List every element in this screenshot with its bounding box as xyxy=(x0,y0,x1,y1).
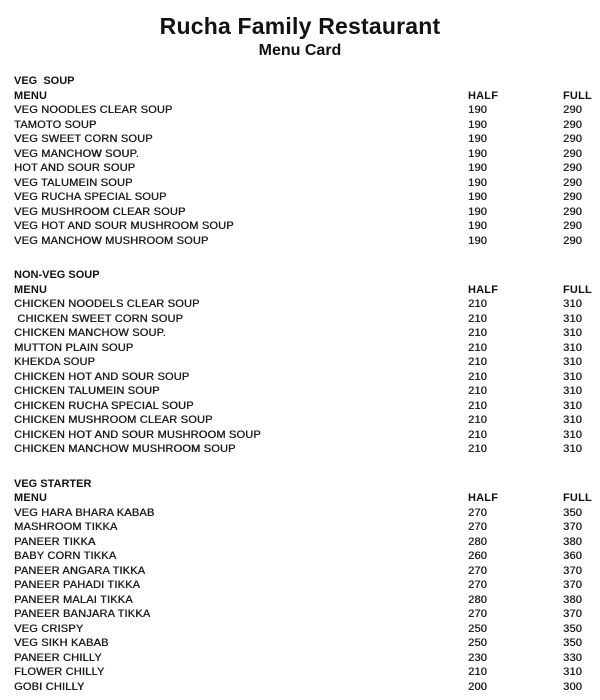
section-heading: VEG SOUP xyxy=(14,75,75,87)
item-half-price: 280 xyxy=(468,593,487,606)
column-full-label: FULL xyxy=(563,492,592,504)
item-half-price: 190 xyxy=(468,147,487,160)
menu-item-row xyxy=(14,384,590,399)
item-full-price: 290 xyxy=(563,162,582,174)
menu-item-row xyxy=(14,413,590,428)
item-label: PANEER PAHADI TIKKA xyxy=(14,579,141,591)
item-half-price: 230 xyxy=(468,651,487,664)
item-full-price: 310 xyxy=(563,428,582,441)
item-half-price: 250 xyxy=(468,637,487,649)
item-full-price: 380 xyxy=(563,535,582,548)
item-label: VEG TALUMEIN SOUP xyxy=(14,176,133,189)
item-half-price: 210 xyxy=(468,443,487,455)
item-label: KHEKDA SOUP xyxy=(14,356,96,368)
item-label: VEG SWEET CORN SOUP xyxy=(14,133,153,145)
item-half-price: 200 xyxy=(468,680,487,693)
item-half-price: 190 xyxy=(468,205,487,218)
item-label: CHICKEN MANCHOW MUSHROOM SOUP xyxy=(14,443,236,455)
item-full-price: 310 xyxy=(563,414,582,426)
menu-item-row xyxy=(14,535,590,550)
item-label: HOT AND SOUR SOUP xyxy=(14,162,136,174)
item-label: FLOWER CHILLY xyxy=(14,666,105,678)
menu-item-row xyxy=(14,564,590,579)
menu-item-row xyxy=(14,341,590,356)
menu-item-row xyxy=(14,312,590,327)
item-full-price: 350 xyxy=(563,637,582,649)
menu-item-row xyxy=(14,593,590,608)
page-title: Rucha Family Restaurant xyxy=(159,13,441,39)
item-half-price: 270 xyxy=(468,506,487,519)
item-full-price: 310 xyxy=(563,341,582,354)
menu-item-row xyxy=(14,234,590,249)
item-label: BABY CORN TIKKA xyxy=(14,550,117,562)
item-full-price: 310 xyxy=(563,666,582,678)
menu-item-row xyxy=(14,680,590,695)
item-label: CHICKEN NOODELS CLEAR SOUP xyxy=(14,298,200,310)
menu-item-row xyxy=(14,355,590,370)
menu-item-row xyxy=(14,578,590,593)
item-label: CHICKEN RUCHA SPECIAL SOUP xyxy=(14,399,194,412)
item-half-price: 190 xyxy=(468,104,487,116)
section-heading: NON-VEG SOUP xyxy=(14,269,100,281)
item-half-price: 210 xyxy=(468,666,487,678)
item-label: PANEER CHILLY xyxy=(14,651,102,664)
item-half-price: 190 xyxy=(468,176,487,189)
menu-item-row xyxy=(14,219,590,234)
item-half-price: 270 xyxy=(468,564,487,577)
item-full-price: 290 xyxy=(563,220,582,232)
menu-section xyxy=(14,74,590,248)
item-full-price: 310 xyxy=(563,399,582,412)
column-header-row xyxy=(14,491,590,506)
item-label: CHICKEN HOT AND SOUR SOUP xyxy=(14,370,190,383)
item-full-price: 370 xyxy=(563,564,582,577)
item-full-price: 310 xyxy=(563,312,582,325)
menu-item-row xyxy=(14,205,590,220)
item-half-price: 190 xyxy=(468,133,487,145)
menu-item-row xyxy=(14,161,590,176)
item-label: GOBI CHILLY xyxy=(14,680,85,693)
item-half-price: 260 xyxy=(468,550,487,562)
item-label: PANEER ANGARA TIKKA xyxy=(14,564,146,577)
item-full-price: 310 xyxy=(563,298,582,310)
item-half-price: 190 xyxy=(468,162,487,174)
item-half-price: 190 xyxy=(468,191,487,203)
menu-item-row xyxy=(14,297,590,312)
item-label: CHICKEN HOT AND SOUR MUSHROOM SOUP xyxy=(14,428,261,441)
item-full-price: 310 xyxy=(563,370,582,383)
item-full-price: 380 xyxy=(563,593,582,606)
item-label: VEG MANCHOW SOUP. xyxy=(14,147,139,160)
menu-item-row xyxy=(14,326,590,341)
item-full-price: 310 xyxy=(563,443,582,455)
menu-item-row xyxy=(14,132,590,147)
item-label: VEG MANCHOW MUSHROOM SOUP xyxy=(14,234,209,247)
item-label: CHICKEN MANCHOW SOUP. xyxy=(14,327,166,339)
item-full-price: 370 xyxy=(563,521,582,533)
item-label: VEG HOT AND SOUR MUSHROOM SOUP xyxy=(14,220,234,232)
item-label: VEG HARA BHARA KABAB xyxy=(14,506,155,519)
item-label: PANEER BANJARA TIKKA xyxy=(14,608,151,620)
item-full-price: 350 xyxy=(563,622,582,635)
item-full-price: 330 xyxy=(563,651,582,664)
item-full-price: 300 xyxy=(563,680,582,693)
item-full-price: 290 xyxy=(563,205,582,218)
column-half-label: HALF xyxy=(468,89,499,102)
menu-section xyxy=(14,477,590,695)
menu-sections xyxy=(14,74,590,694)
item-full-price: 290 xyxy=(563,147,582,160)
item-full-price: 290 xyxy=(563,104,582,116)
item-full-price: 310 xyxy=(563,327,582,339)
item-full-price: 350 xyxy=(563,506,582,519)
item-label: TAMOTO SOUP xyxy=(14,118,97,131)
item-label: VEG RUCHA SPECIAL SOUP xyxy=(14,191,167,203)
item-half-price: 190 xyxy=(468,234,487,247)
menu-item-row xyxy=(14,549,590,564)
menu-item-row xyxy=(14,636,590,651)
item-full-price: 310 xyxy=(563,385,582,397)
column-half-label: HALF xyxy=(468,492,499,504)
item-half-price: 210 xyxy=(468,298,487,310)
page-subtitle: Menu Card xyxy=(258,42,342,59)
item-full-price: 360 xyxy=(563,550,582,562)
item-half-price: 210 xyxy=(468,385,487,397)
menu-item-row xyxy=(14,665,590,680)
menu-item-row xyxy=(14,118,590,133)
item-half-price: 270 xyxy=(468,521,487,533)
item-label: PANEER MALAI TIKKA xyxy=(14,593,133,606)
column-full-label: FULL xyxy=(563,283,592,296)
menu-item-row xyxy=(14,442,590,457)
item-full-price: 370 xyxy=(563,608,582,620)
item-half-price: 210 xyxy=(468,370,487,383)
item-half-price: 270 xyxy=(468,579,487,591)
item-full-price: 290 xyxy=(563,133,582,145)
item-half-price: 210 xyxy=(468,414,487,426)
column-menu-label: MENU xyxy=(14,283,48,296)
menu-item-row xyxy=(14,520,590,535)
item-full-price: 290 xyxy=(563,176,582,189)
menu-item-row xyxy=(14,103,590,118)
item-label: VEG CRISPY xyxy=(14,622,84,635)
item-half-price: 280 xyxy=(468,535,487,548)
item-half-price: 210 xyxy=(468,341,487,354)
item-full-price: 290 xyxy=(563,118,582,131)
item-label: MASHROOM TIKKA xyxy=(14,521,118,533)
item-half-price: 210 xyxy=(468,399,487,412)
column-full-label: FULL xyxy=(563,89,592,102)
item-half-price: 210 xyxy=(468,327,487,339)
section-heading: VEG STARTER xyxy=(14,477,92,490)
column-header-row xyxy=(14,283,590,298)
item-label: VEG MUSHROOM CLEAR SOUP xyxy=(14,205,186,218)
menu-item-row xyxy=(14,370,590,385)
item-full-price: 290 xyxy=(563,234,582,247)
menu-item-row xyxy=(14,506,590,521)
item-full-price: 370 xyxy=(563,579,582,591)
column-header-row xyxy=(14,89,590,104)
item-half-price: 190 xyxy=(468,220,487,232)
item-half-price: 190 xyxy=(468,118,487,131)
menu-item-row xyxy=(14,622,590,637)
item-label: CHICKEN MUSHROOM CLEAR SOUP xyxy=(14,414,213,426)
column-menu-label: MENU xyxy=(14,89,48,102)
menu-item-row xyxy=(14,607,590,622)
item-half-price: 210 xyxy=(468,356,487,368)
item-label: VEG SIKH KABAB xyxy=(14,637,109,649)
menu-item-row xyxy=(14,399,590,414)
item-label: CHICKEN TALUMEIN SOUP xyxy=(14,385,160,397)
menu-item-row xyxy=(14,176,590,191)
item-half-price: 210 xyxy=(468,428,487,441)
item-label: CHICKEN SWEET CORN SOUP xyxy=(14,312,184,325)
menu-section xyxy=(14,268,590,457)
menu-item-row xyxy=(14,651,590,666)
item-half-price: 250 xyxy=(468,622,487,635)
column-menu-label: MENU xyxy=(14,492,48,504)
item-label: PANEER TIKKA xyxy=(14,535,96,548)
item-full-price: 310 xyxy=(563,356,582,368)
item-half-price: 270 xyxy=(468,608,487,620)
menu-item-row xyxy=(14,190,590,205)
item-half-price: 210 xyxy=(468,312,487,325)
item-label: VEG NOODLES CLEAR SOUP xyxy=(14,104,173,116)
column-half-label: HALF xyxy=(468,283,499,296)
item-full-price: 290 xyxy=(563,191,582,203)
item-label: MUTTON PLAIN SOUP xyxy=(14,341,134,354)
menu-item-row xyxy=(14,147,590,162)
menu-item-row xyxy=(14,428,590,443)
